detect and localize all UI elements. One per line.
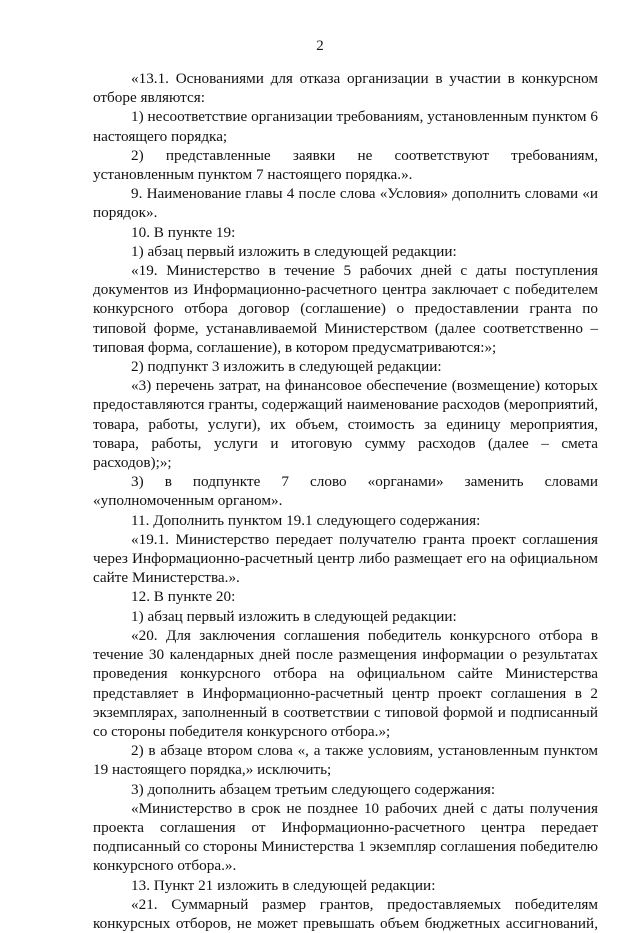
- paragraph-20-third-abzac: «Министерство в срок не позднее 10 рабочих дней с даты получения проекта соглашения от Информационно-расчетного центра передает подписанный со стороны Министерства 1 экземпляр соглашения победителю конкурсного отбора.».: [93, 799, 598, 875]
- paragraph-12-heading: 12. В пункте 20:: [131, 588, 236, 606]
- paragraph-12-item-2: 2) в абзаце втором слова «, а также условиям, установленным пунктом 19 настоящего порядка,» исключить;: [93, 742, 598, 779]
- paragraph-10-item-3: 3) в подпункте 7 слово «органами» заменить словами «уполномоченным органом».: [93, 473, 598, 510]
- paragraph-13-1-intro: «13.1. Основаниями для отказа организации в участии в конкурсном отборе являются:: [93, 70, 598, 107]
- paragraph-20-text: «20. Для заключения соглашения победитель конкурсного отбора в течение 30 календарных дней после размещения информации о результатах проведения конкурсного отбора на официальном сайте Министерства представляет в Информационно-расчетный центр проект соглашения в 2 экземплярах, заполненный в соответствии с типовой формой и подписанный со стороны победителя конкурсного отбора.»;: [93, 626, 598, 740]
- document-body: [93, 69, 598, 933]
- paragraph-subitem-3-text: «3) перечень затрат, на финансовое обеспечение (возмещение) которых предоставляются гранты, содержащий наименование расходов (мероприятий, товара, работы, услуги), их объем, стоимость за единицу мероприятия, товара, работы, услуги и итоговую сумму расходов (далее – смета расходов);»;: [93, 377, 598, 472]
- paragraph-10-heading: 10. В пункте 19:: [131, 223, 236, 241]
- paragraph-12-item-1: 1) абзац первый изложить в следующей редакции:: [131, 607, 457, 625]
- paragraph-19-1-text: «19.1. Министерство передает получателю гранта проект соглашения через Информационно-расчетный центр либо размещает его на официальном сайте Министерства.».: [93, 530, 598, 587]
- paragraph-19-text: «19. Министерство в течение 5 рабочих дней с даты поступления документов из Информационно-расчетного центра заключает с победителем конкурсного отбора договор (соглашение) о предоставлении гранта по типовой форме, устанавливаемой Министерством (далее соответственно – типовая форма, соглашение), в котором предусматриваются:»;: [93, 262, 598, 356]
- paragraph-13-1-item-2: 2) представленные заявки не соответствуют требованиям, установленным пунктом 7 настоящего порядка.».: [93, 146, 598, 184]
- paragraph-21-text: «21. Суммарный размер грантов, предоставляемых победителям конкурсных отборов, не может превышать объем бюджетных ассигнований,: [93, 895, 598, 932]
- paragraph-11: 11. Дополнить пунктом 19.1 следующего содержания:: [131, 511, 481, 529]
- paragraph-12-item-3: 3) дополнить абзацем третьим следующего содержания:: [131, 780, 496, 798]
- paragraph-13-1-item-1: 1) несоответствие организации требованиям, установленным пунктом 6 настоящего порядка;: [93, 108, 598, 145]
- paragraph-10-item-2: 2) подпункт 3 изложить в следующей редакции:: [131, 358, 442, 376]
- paragraph-13: 13. Пункт 21 изложить в следующей редакции:: [131, 876, 436, 894]
- paragraph-10-item-1: 1) абзац первый изложить в следующей редакции:: [131, 242, 457, 260]
- page-number: 2: [316, 38, 324, 54]
- paragraph-9: 9. Наименование главы 4 после слова «Условия» дополнить словами «и порядок».: [93, 185, 598, 222]
